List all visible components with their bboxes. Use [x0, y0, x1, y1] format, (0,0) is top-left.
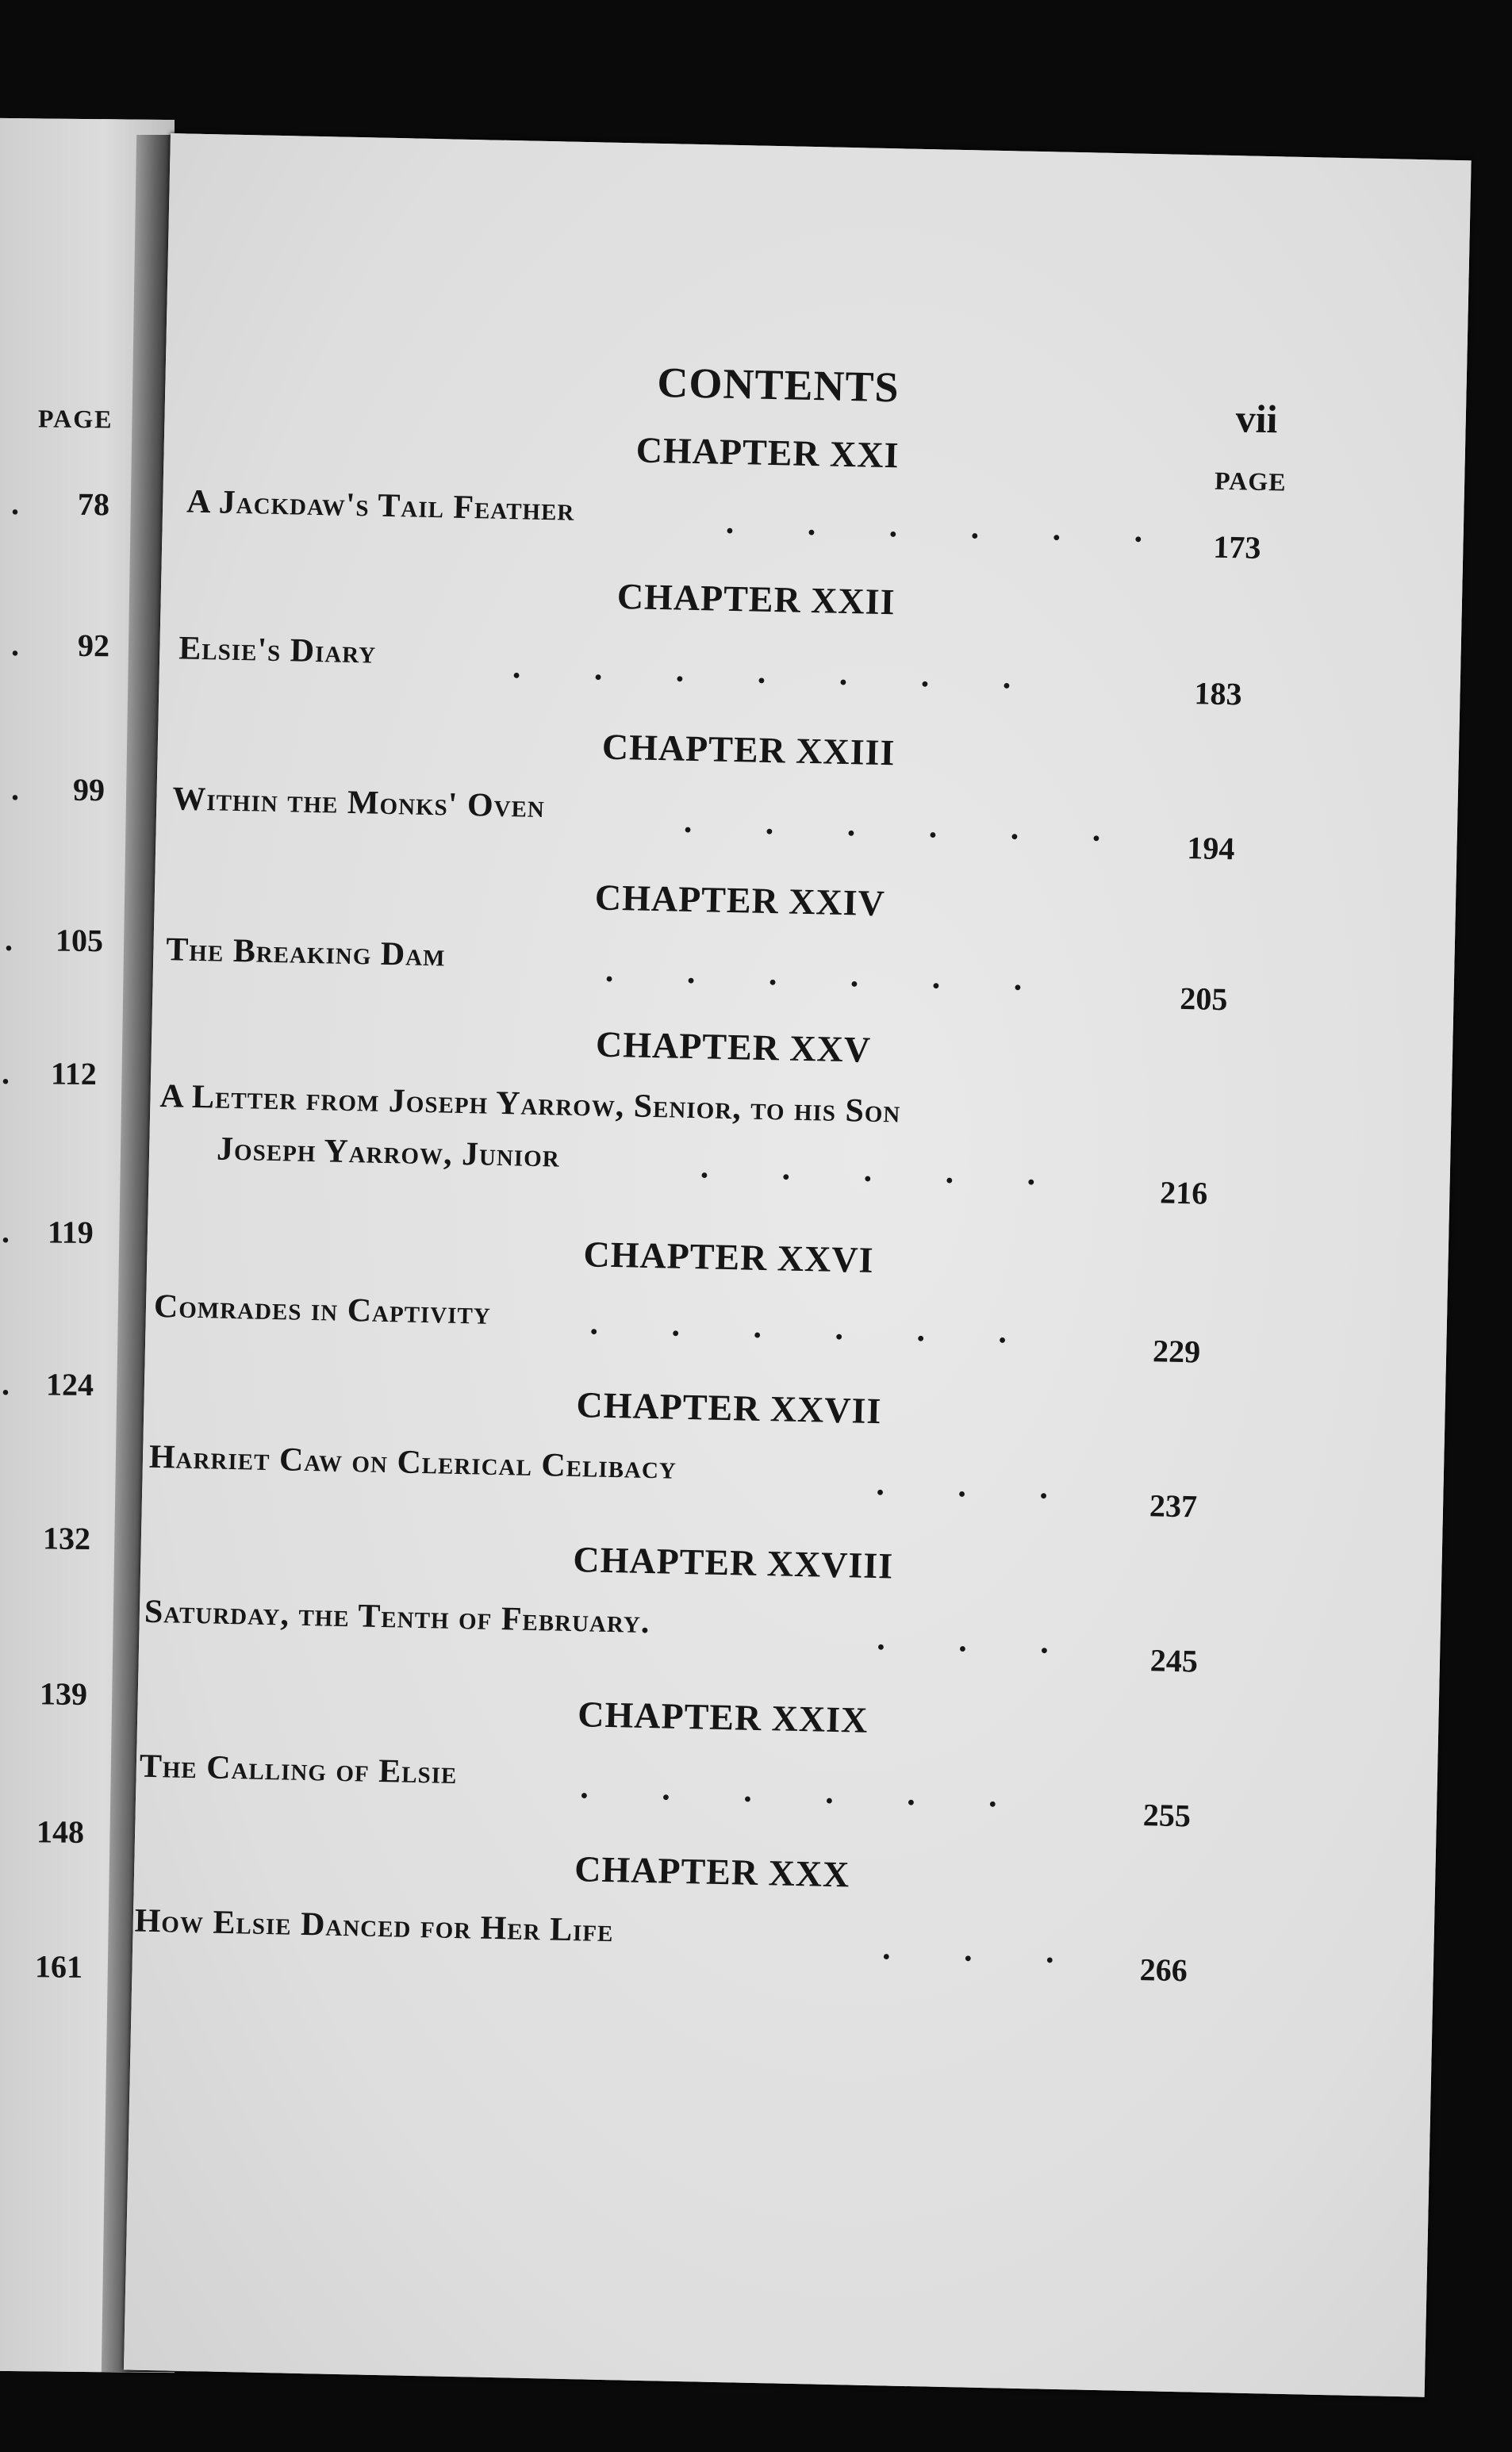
dot-leader: . . . . . . — [579, 1769, 998, 1815]
left-page-number: 161 — [35, 1948, 83, 1985]
left-page-number: 92 — [78, 627, 109, 664]
page-column-label: PAGE — [1214, 466, 1287, 497]
leader-dot: . — [11, 485, 19, 522]
dot-leader: . . . . . — [700, 1149, 1036, 1193]
contents-page — [124, 133, 1472, 2397]
chapter-title: Harriet Caw on Clerical Celibacy — [148, 1438, 677, 1487]
chapter-heading: CHAPTER XXIX — [577, 1694, 869, 1740]
chapter-title: The Calling of Elsie — [139, 1748, 458, 1792]
chapter-heading: CHAPTER XXIV — [594, 877, 886, 924]
chapter-title: The Breaking Dam — [165, 931, 447, 974]
chapter-heading: CHAPTER XXV — [595, 1023, 872, 1070]
chapter-heading: CHAPTER XXVI — [582, 1234, 874, 1280]
page-number: 229 — [1152, 1333, 1201, 1370]
left-page-column-label: PAGE — [38, 404, 113, 434]
page-number: 237 — [1149, 1487, 1198, 1525]
dot-leader: . . . . . . — [725, 504, 1143, 550]
dot-leader: . . . — [881, 1930, 1055, 1970]
leader-dot: . — [5, 921, 13, 958]
left-page-number: 124 — [46, 1366, 94, 1403]
chapter-heading: CHAPTER XXI — [635, 429, 900, 476]
page-number: 245 — [1149, 1642, 1199, 1679]
dot-leader: . . . — [876, 1621, 1050, 1661]
page-title: CONTENTS — [656, 358, 900, 412]
chapter-title: Saturday, the Tenth of February. — [144, 1593, 650, 1641]
chapter-title: Within the Monks' Oven — [171, 781, 546, 826]
dot-leader: . . . . . . — [589, 1305, 1007, 1351]
page-folio-number: vii — [1235, 396, 1279, 442]
dot-leader: . . . . . . . — [512, 649, 1011, 696]
chapter-title: A Letter from Joseph Yarrow, Senior, to his Son — [159, 1077, 901, 1130]
page-number: 173 — [1212, 528, 1261, 566]
left-page-number: 132 — [43, 1520, 90, 1557]
page-number: 205 — [1179, 980, 1228, 1018]
left-page-number: 119 — [48, 1214, 94, 1251]
page-number: 255 — [1142, 1797, 1192, 1834]
leader-dot: . — [2, 1365, 10, 1402]
page-number: 194 — [1186, 830, 1235, 867]
dot-leader: . . . — [876, 1466, 1049, 1506]
left-page-number: 112 — [51, 1055, 97, 1092]
chapter-title: A Jackdaw's Tail Feather — [186, 483, 575, 528]
chapter-title: Comrades in Captivity — [153, 1287, 492, 1332]
chapter-heading: CHAPTER XXII — [616, 575, 896, 623]
dot-leader: . . . . . . — [683, 803, 1101, 849]
leader-dot: . — [2, 1213, 10, 1249]
left-page-number: 99 — [73, 771, 105, 808]
chapter-title-continuation: Joseph Yarrow, Junior — [216, 1130, 561, 1175]
page-number: 266 — [1139, 1951, 1188, 1989]
leader-dot: . — [11, 626, 19, 663]
chapter-title: How Elsie Danced for Her Life — [134, 1902, 614, 1950]
leader-dot: . — [11, 770, 19, 808]
chapter-heading: CHAPTER XXVIII — [572, 1539, 894, 1587]
page-number: 216 — [1159, 1174, 1208, 1211]
chapter-heading: CHAPTER XXX — [574, 1848, 850, 1895]
chapter-title: Elsie's Diary — [178, 630, 377, 671]
page-number: 183 — [1194, 675, 1242, 712]
left-page-number: 148 — [36, 1813, 84, 1850]
left-page-number: 105 — [56, 922, 103, 959]
left-page-number: 78 — [78, 485, 109, 523]
chapter-heading: CHAPTER XXIII — [601, 726, 896, 773]
chapter-heading: CHAPTER XXVII — [576, 1384, 882, 1432]
leader-dot: . — [2, 1054, 10, 1091]
dot-leader: . . . . . . — [604, 952, 1023, 998]
left-page-number: 139 — [40, 1675, 87, 1712]
